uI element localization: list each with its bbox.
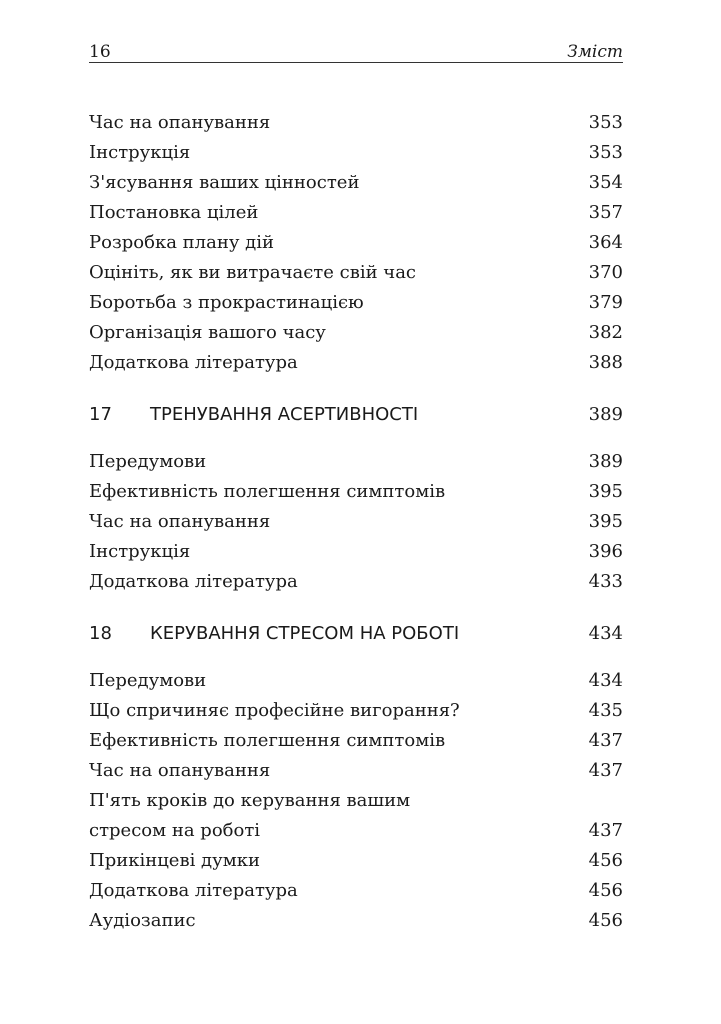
toc-entry[interactable] (89, 447, 623, 477)
chapter-title: ТРЕНУВАННЯ АСЕРТИВНОСТІ (150, 404, 419, 425)
chapter-page: 389 (588, 404, 623, 425)
page-header (89, 38, 623, 63)
toc-entry[interactable] (89, 198, 623, 228)
toc-entry[interactable] (89, 726, 623, 756)
toc-entry-page: 395 (588, 511, 623, 532)
toc-entry-title: З'ясування ваших цінностей (89, 172, 360, 193)
toc-entry-title: Час на опанування (89, 760, 271, 781)
toc-entry[interactable] (89, 288, 623, 318)
toc-entry-page: 357 (588, 202, 623, 223)
toc-entry-page: 456 (588, 910, 623, 931)
toc-entry-title: Додаткова література (89, 880, 298, 901)
toc-entry-title: Що спричиняє професійне вигорання? (89, 700, 460, 721)
toc-entry[interactable] (89, 876, 623, 906)
toc-entry-title: Аудіозапис (89, 910, 196, 931)
toc-entry[interactable] (89, 258, 623, 288)
toc-entry-title: Організація вашого часу (89, 322, 326, 343)
toc-entry-page: 354 (588, 172, 623, 193)
chapter-heading-17[interactable] (89, 400, 623, 430)
toc-entry[interactable] (89, 846, 623, 876)
toc-entry-title: Передумови (89, 451, 207, 472)
toc-entry[interactable] (89, 348, 623, 378)
toc-entry-title: Час на опанування (89, 511, 271, 532)
toc-entry-page: 456 (588, 880, 623, 901)
toc-entry-title: Додаткова література (89, 571, 298, 592)
toc-entry[interactable] (89, 138, 623, 168)
toc-entry-page: 456 (588, 850, 623, 871)
toc-entry-page: 396 (588, 541, 623, 562)
toc-entry[interactable] (89, 228, 623, 258)
toc-entry-page: 433 (588, 571, 623, 592)
toc-entry-page: 435 (588, 700, 623, 721)
toc-entry[interactable] (89, 537, 623, 567)
toc-entry[interactable] (89, 108, 623, 138)
toc-entry-page: 437 (588, 760, 623, 781)
toc-entry-page: 389 (588, 451, 623, 472)
toc-entry-title: Інструкція (89, 142, 191, 163)
toc-entry-title: Інструкція (89, 541, 191, 562)
toc-entry[interactable] (89, 696, 623, 726)
toc-entry-title: Розробка плану дій (89, 232, 274, 253)
chapter-title: КЕРУВАННЯ СТРЕСОМ НА РОБОТІ (150, 623, 460, 644)
toc-entry[interactable] (89, 168, 623, 198)
toc-entry[interactable] (89, 756, 623, 786)
toc-entry-page: 395 (588, 481, 623, 502)
toc-entry-page: 437 (588, 820, 623, 841)
chapter-number: 17 (89, 404, 112, 425)
toc-entry-title: Боротьба з прокрастинацією (89, 292, 364, 313)
toc-entry-title: Передумови (89, 670, 207, 691)
toc-entry-page: 364 (588, 232, 623, 253)
toc-entry[interactable] (89, 786, 623, 846)
toc-entry-page: 379 (588, 292, 623, 313)
toc-entry-page: 353 (588, 142, 623, 163)
table-of-contents (89, 108, 623, 936)
toc-entry[interactable] (89, 318, 623, 348)
toc-entry-title: Постановка цілей (89, 202, 259, 223)
toc-entry-page: 382 (588, 322, 623, 343)
toc-entry-page: 388 (588, 352, 623, 373)
toc-entry[interactable] (89, 666, 623, 696)
toc-entry-title: Ефективність полегшення симптомів (89, 481, 446, 502)
toc-entry[interactable] (89, 477, 623, 507)
toc-entry-page: 437 (588, 730, 623, 751)
toc-entry[interactable] (89, 567, 623, 597)
toc-entry-page: 434 (588, 670, 623, 691)
toc-entry[interactable] (89, 906, 623, 936)
toc-entry-title: Прикінцеві думки (89, 850, 260, 871)
toc-entry-title: Час на опанування (89, 112, 271, 133)
chapter-number: 18 (89, 623, 112, 644)
toc-entry-title: Ефективність полегшення симптомів (89, 730, 446, 751)
toc-entry-title: Додаткова література (89, 352, 298, 373)
toc-entry-page: 353 (588, 112, 623, 133)
toc-entry-title: Оцініть, як ви витрачаєте свій час (89, 262, 417, 283)
toc-entry-page: 370 (588, 262, 623, 283)
page-number: 16 (89, 42, 111, 62)
toc-entry-title: П'ять кроків до керування вашим стресом на роботі (89, 790, 411, 841)
chapter-heading-18[interactable] (89, 619, 623, 649)
running-title: Зміст (567, 42, 623, 62)
chapter-page: 434 (588, 623, 623, 644)
toc-entry[interactable] (89, 507, 623, 537)
